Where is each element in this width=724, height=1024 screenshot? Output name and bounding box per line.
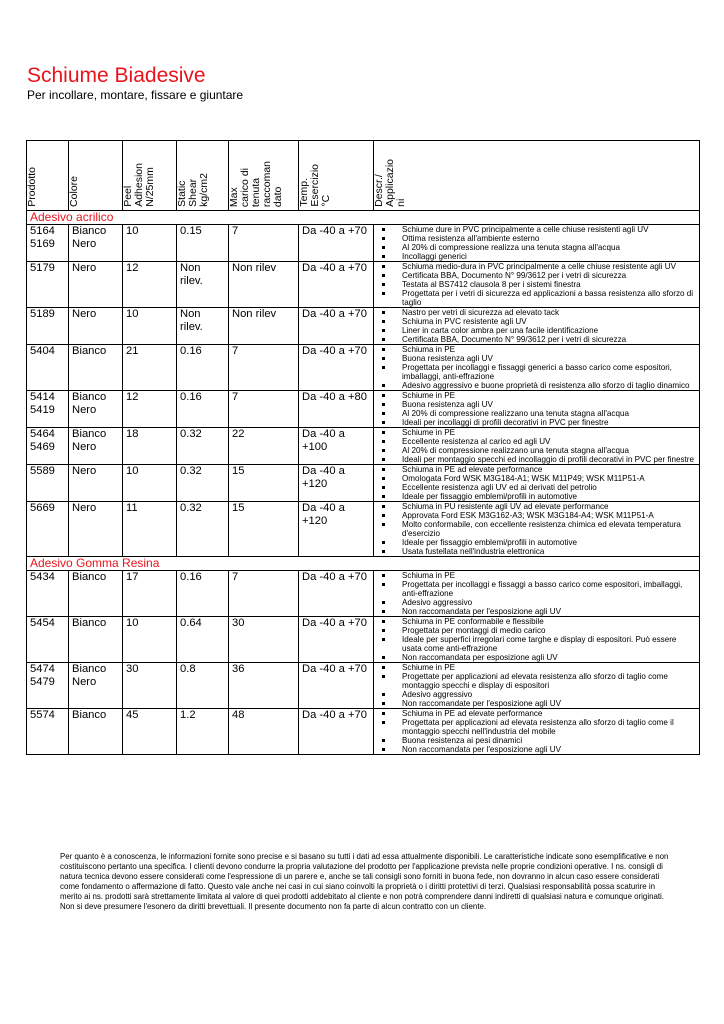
description-item: Schiume in PE	[377, 391, 696, 400]
description-item: Non raccomandata per l'esposizione agli UV	[377, 745, 696, 754]
cell-colore: Nero	[69, 502, 123, 557]
cell-colore: Bianco	[69, 345, 123, 391]
description-item: Approvata Ford ESK M3G162-A3; WSK M3G184-A4; WSK M11P51-A	[377, 511, 696, 520]
description-item: Testata al BS7412 clausola 8 per i sistemi finestra	[377, 280, 696, 289]
description-list	[377, 345, 696, 390]
cell-prodotto: 5574	[27, 709, 69, 755]
description-item: Schiuma in PU resistente agli UV ad elevate performance	[377, 502, 696, 511]
cell-prodotto: 5454	[27, 617, 69, 663]
cell-peel: 10	[123, 308, 177, 345]
cell-max: 7	[229, 571, 299, 617]
description-list	[377, 225, 696, 261]
cell-shear: 0.32	[177, 428, 229, 465]
cell-prodotto: 5414 5419	[27, 391, 69, 428]
disclaimer-text: Per quanto è a conoscenza, le informazioni fornite sono precise e si basano su tutti i dati ad essa attualmente disponibili. Le caratteristiche indicate sono esemplificative e non costituiscono pertanto una specifica. I clienti devono condurre la propria valutazione del prodotto per l'applicazione prevista nelle proprie condizioni operative. I ns. consigli di natura tecnica devono essere considerati come l'espressione di un parere e, anche se tali consigli sono forniti in buona fede, non dovranno in alcun caso essere considerati come fondamento o affermazione di fatto. Questo vale anche nei casi in cui siano coinvolti la proprietà o i diritti protettivi di terzi. Qualsiasi responsabilità possa scaturire in merito ai ns. prodotti sarà strettamente limitata al valore di quei prodotti addebitato al cliente e non potrà comprendere danni indiretti di qualsiasi natura e comunque originati. Non si deve presumere l'esonero da diritti brevettuali. Il presente documento non fa parte di alcun contratto con un cliente.	[60, 852, 669, 912]
description-list	[377, 709, 696, 754]
table-row	[27, 225, 700, 262]
description-item: Schiuma in PE ad elevate performance	[377, 465, 696, 474]
description-list	[377, 428, 696, 464]
description-item: Adesivo aggressivo	[377, 690, 696, 699]
cell-temp: Da -40 a +100	[299, 428, 374, 465]
cell-shear: 0.16	[177, 391, 229, 428]
description-item: Eccellente resistenza al carico ed agli UV	[377, 437, 696, 446]
table-row	[27, 571, 700, 617]
cell-prodotto: 5669	[27, 502, 69, 557]
column-header-temp: Temp. Esercizio °C	[299, 141, 374, 211]
cell-shear: 0.8	[177, 663, 229, 709]
description-item: Schiuma in PE conformabile e flessibile	[377, 617, 696, 626]
cell-descrizione	[374, 617, 700, 663]
cell-colore: Nero	[69, 262, 123, 308]
description-item: Ideale per superfici irregolari come targhe e display di espositori. Può essere usata come anti-effrazione	[377, 635, 696, 653]
cell-temp: Da -40 a +120	[299, 465, 374, 502]
cell-prodotto: 5404	[27, 345, 69, 391]
cell-colore: Bianco	[69, 617, 123, 663]
cell-max: 22	[229, 428, 299, 465]
cell-peel: 11	[123, 502, 177, 557]
cell-max: 15	[229, 465, 299, 502]
cell-shear: 1.2	[177, 709, 229, 755]
cell-descrizione	[374, 308, 700, 345]
table-row	[27, 663, 700, 709]
description-item: Adesivo aggressivo	[377, 598, 696, 607]
cell-descrizione	[374, 345, 700, 391]
description-item: Schiuma in PVC resistente agli UV	[377, 317, 696, 326]
cell-max: Non rilev	[229, 308, 299, 345]
description-list	[377, 262, 696, 307]
section-header-row	[27, 557, 700, 571]
cell-peel: 10	[123, 225, 177, 262]
cell-temp: Da -40 a +70	[299, 663, 374, 709]
cell-prodotto: 5434	[27, 571, 69, 617]
cell-colore: Bianco Nero	[69, 428, 123, 465]
description-item: Molto conformabile, con eccellente resistenza chimica ed elevata temperatura d'esercizio	[377, 520, 696, 538]
column-header-colore: Colore	[69, 141, 123, 211]
column-header-peel: Peel Adhesion N/25mm	[123, 141, 177, 211]
description-list	[377, 571, 696, 616]
page-title: Schiume Biadesive	[27, 64, 206, 87]
description-item: Ottima resistenza all'ambiente esterno	[377, 234, 696, 243]
cell-descrizione	[374, 428, 700, 465]
description-list	[377, 391, 696, 427]
description-item: Buona resistenza ai pesi dinamici	[377, 736, 696, 745]
cell-temp: Da -40 a +70	[299, 262, 374, 308]
description-item: Schiuma medio-dura in PVC principalmente a celle chiuse resistente agli UV	[377, 262, 696, 271]
cell-peel: 12	[123, 391, 177, 428]
cell-shear: 0.32	[177, 465, 229, 502]
description-item: Al 20% di compressione realizzano una tenuta stagna all'acqua	[377, 409, 696, 418]
cell-temp: Da -40 a +70	[299, 571, 374, 617]
description-item: Certificata BBA, Documento N° 99/3612 per i vetri di sicurezza	[377, 271, 696, 280]
section-title: Adesivo acrilico	[27, 211, 700, 225]
cell-temp: Da -40 a +70	[299, 617, 374, 663]
description-item: Progettata per applicazioni ad elevata resistenza allo sforzo di taglio come il montaggio specchi nell'industria del mobile	[377, 718, 696, 736]
column-header-descr: Descr./ Applicazio ni	[374, 141, 700, 211]
table-body	[27, 211, 700, 755]
description-item: Schiuma in PE	[377, 345, 696, 354]
cell-max: 7	[229, 225, 299, 262]
cell-peel: 10	[123, 617, 177, 663]
cell-max: 7	[229, 345, 299, 391]
cell-peel: 21	[123, 345, 177, 391]
table-row	[27, 428, 700, 465]
description-item: Omologata Ford WSK M3G184-A1; WSK M11P49; WSK M11P51-A	[377, 474, 696, 483]
description-item: Ideale per fissaggio emblemi/profili in automotive	[377, 492, 696, 501]
description-list	[377, 308, 696, 344]
cell-prodotto: 5164 5169	[27, 225, 69, 262]
cell-shear: 0.32	[177, 502, 229, 557]
cell-descrizione	[374, 571, 700, 617]
cell-max: Non rilev	[229, 262, 299, 308]
cell-shear: 0.16	[177, 345, 229, 391]
table-row	[27, 502, 700, 557]
column-header-max: Max carico di tenuta raccoman dato	[229, 141, 299, 211]
cell-peel: 10	[123, 465, 177, 502]
description-item: Certificata BBA, Documento N° 99/3612 per i vetri di sicurezza	[377, 335, 696, 344]
cell-colore: Bianco Nero	[69, 663, 123, 709]
description-item: Buona resistenza agli UV	[377, 400, 696, 409]
description-item: Schiume dure in PVC principalmente a celle chiuse resistenti agli UV	[377, 225, 696, 234]
description-item: Non raccomandata per l'esposizione agli UV	[377, 607, 696, 616]
description-item: Ideali per incollaggi di profili decorativi in PVC per finestre	[377, 418, 696, 427]
cell-descrizione	[374, 709, 700, 755]
description-item: Progettate per applicazioni ad elevata resistenza allo sforzo di taglio come montaggio specchi e display di espositori	[377, 672, 696, 690]
table-row	[27, 617, 700, 663]
cell-shear: Non rilev.	[177, 262, 229, 308]
table-row	[27, 709, 700, 755]
cell-descrizione	[374, 502, 700, 557]
cell-prodotto: 5464 5469	[27, 428, 69, 465]
cell-peel: 17	[123, 571, 177, 617]
cell-descrizione	[374, 465, 700, 502]
cell-peel: 45	[123, 709, 177, 755]
table-header-row	[27, 141, 700, 211]
cell-shear: 0.15	[177, 225, 229, 262]
table-row	[27, 308, 700, 345]
cell-prodotto: 5474 5479	[27, 663, 69, 709]
description-item: Al 20% di compressione realizza una tenuta stagna all'acqua	[377, 243, 696, 252]
description-item: Incollaggi generici	[377, 252, 696, 261]
cell-descrizione	[374, 391, 700, 428]
column-header-prodotto: Prodotto	[27, 141, 69, 211]
cell-colore: Bianco	[69, 709, 123, 755]
table-row	[27, 465, 700, 502]
description-item: Schiuma in PE ad elevate performance	[377, 709, 696, 718]
description-item: Eccellente resistenza agli UV ed ai derivati del petrolio	[377, 483, 696, 492]
cell-temp: Da -40 a +80	[299, 391, 374, 428]
description-item: Nastro per vetri di sicurezza ad elevato tack	[377, 308, 696, 317]
description-item: Usata fustellata nell'industria elettronica	[377, 547, 696, 556]
cell-shear: Non rilev.	[177, 308, 229, 345]
table-row	[27, 345, 700, 391]
cell-temp: Da -40 a +70	[299, 225, 374, 262]
description-item: Schiuma in PE	[377, 571, 696, 580]
table-row	[27, 391, 700, 428]
description-item: Adesivo aggressivo e buone proprietà di resistenza allo sforzo di taglio dinamico	[377, 381, 696, 390]
cell-max: 30	[229, 617, 299, 663]
cell-descrizione	[374, 225, 700, 262]
description-item: Progettata per i vetri di sicurezza ed applicazioni a bassa resistenza allo sforzo di taglio	[377, 289, 696, 307]
description-item: Progettata per incollaggi e fissaggi a basso carico come espositori, imballaggi, anti-effrazione	[377, 580, 696, 598]
description-item: Ideale per fissaggio emblemi/profili in automotive	[377, 538, 696, 547]
description-item: Non raccomandate per l'esposizione agli UV	[377, 699, 696, 708]
cell-shear: 0.64	[177, 617, 229, 663]
cell-colore: Nero	[69, 465, 123, 502]
section-header-row	[27, 211, 700, 225]
cell-temp: Da -40 a +70	[299, 709, 374, 755]
cell-max: 7	[229, 391, 299, 428]
description-list	[377, 465, 696, 501]
cell-temp: Da -40 a +70	[299, 345, 374, 391]
page-subtitle: Per incollare, montare, fissare e giuntare	[27, 88, 244, 102]
cell-temp: Da -40 a +120	[299, 502, 374, 557]
cell-descrizione	[374, 663, 700, 709]
cell-colore: Nero	[69, 308, 123, 345]
cell-peel: 18	[123, 428, 177, 465]
cell-max: 36	[229, 663, 299, 709]
cell-temp: Da -40 a +70	[299, 308, 374, 345]
cell-colore: Bianco	[69, 571, 123, 617]
section-title: Adesivo Gomma Resina	[27, 557, 700, 571]
description-list	[377, 617, 696, 662]
description-item: Buona resistenza agli UV	[377, 354, 696, 363]
description-list	[377, 663, 696, 708]
cell-max: 48	[229, 709, 299, 755]
description-item: Liner in carta color ambra per una facile identificazione	[377, 326, 696, 335]
cell-prodotto: 5179	[27, 262, 69, 308]
cell-colore: Bianco Nero	[69, 391, 123, 428]
cell-peel: 30	[123, 663, 177, 709]
cell-peel: 12	[123, 262, 177, 308]
cell-max: 15	[229, 502, 299, 557]
description-item: Ideali per montaggio specchi ed incollaggio di profili decorativi in PVC per finestre	[377, 455, 696, 464]
description-item: Progettata per montaggi di medio carico	[377, 626, 696, 635]
product-table	[26, 140, 700, 755]
table-row	[27, 262, 700, 308]
cell-shear: 0.16	[177, 571, 229, 617]
description-item: Schiume in PE	[377, 428, 696, 437]
description-item: Schiume in PE	[377, 663, 696, 672]
description-item: Al 20% di compressione realizzano una tenuta stagna all'acqua	[377, 446, 696, 455]
description-item: Non raccomandata per esposizione agli UV	[377, 653, 696, 662]
cell-descrizione	[374, 262, 700, 308]
cell-colore: Bianco Nero	[69, 225, 123, 262]
column-header-shear: Static Shear kg/cm2	[177, 141, 229, 211]
cell-prodotto: 5589	[27, 465, 69, 502]
description-item: Progettata per incollaggi e fissaggi generici a basso carico come espositori, imballaggi, anti-effrazione	[377, 363, 696, 381]
description-list	[377, 502, 696, 556]
cell-prodotto: 5189	[27, 308, 69, 345]
